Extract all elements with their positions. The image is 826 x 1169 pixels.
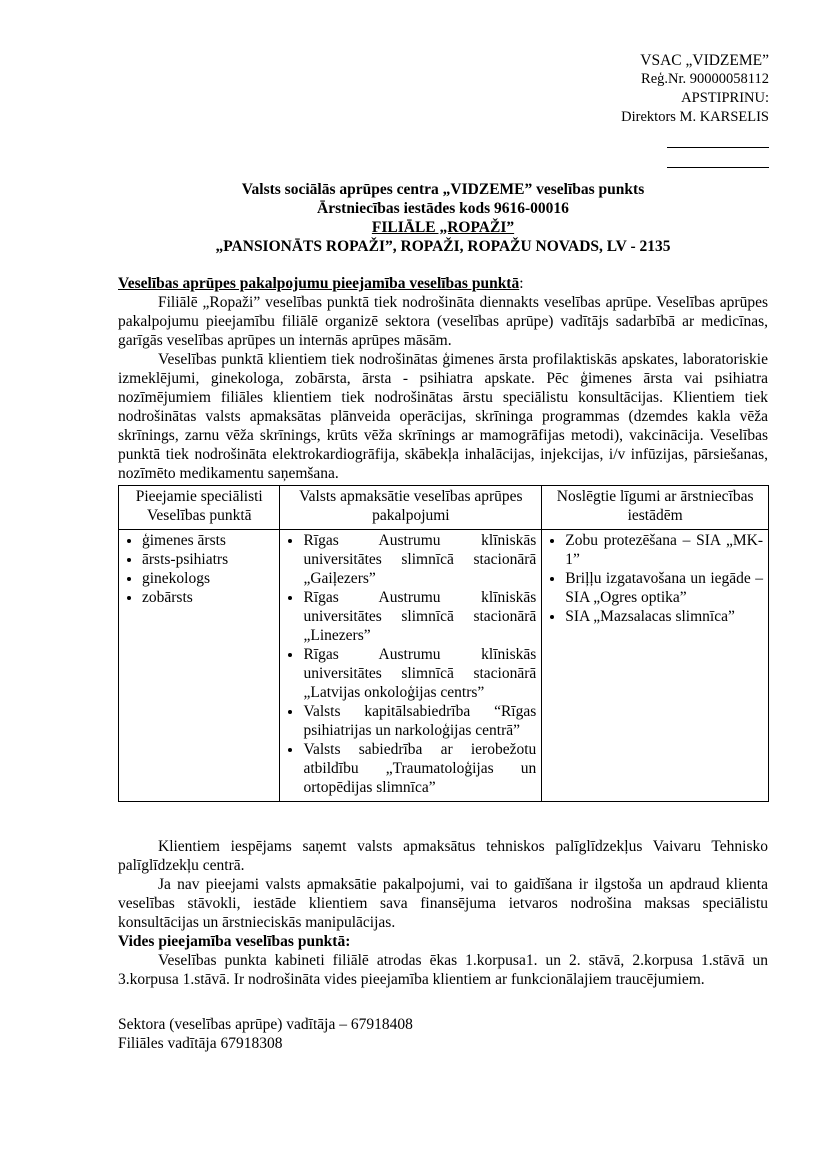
list-item: • Zobu protezēšana – SIA „MK-1” [565, 531, 763, 569]
section-healthcare-availability [118, 274, 768, 483]
list-item: • Rīgas Austrumu klīniskās universitātes slimnīcā stacionārā „Linezers” [303, 588, 536, 645]
list-item: • SIA „Mazsalacas slimnīca” [565, 607, 763, 626]
section-additional-info [118, 837, 768, 989]
paragraph: Veselības punkta kabineti filiālē atrodas ēkas 1.korpusa1. un 2. stāvā, 2.korpusa 1.stāvā un 3.korpusa 1.stāvā. Ir nodrošināta vides pieejamība klientiem ar funkcionālajiem traucējumiem. [118, 952, 768, 988]
approve-label: APSTIPRINU: [681, 90, 769, 106]
document-title [118, 180, 768, 256]
section-heading-colon: : [519, 275, 524, 292]
date-line [667, 148, 769, 168]
paragraph: Ja nav pieejami valsts apmaksātie pakalpojumi, vai to gaidīšana ir ilgstoša un apdraud klienta veselības stāvokli, iestāde klientiem sava finansējuma ietvaros nodrošina maksas speciālistu konsultācijas un ārstnieciskās manipulācijas. [118, 876, 768, 931]
list-item: • Valsts kapitālsabiedrība “Rīgas psihiatrijas un narkoloģijas centrā” [303, 702, 536, 740]
signature-line [667, 127, 769, 148]
specialists-list [124, 531, 274, 607]
paragraph: Veselības punktā klientiem tiek nodrošinātas ģimenes ārsta profilaktiskās apskates, laboratoriskie izmeklējumi, ginekologa, zobārsta, ārsta - psihiatra apskate. Pēc ģimenes ārsta vai psihiatra nozīmējumiem filiāles klientiem tiek nodrošinātas ārstu speciālistu konsultācijas. Klientiem tiek nodrošinātas valsts apmaksātas plānveida operācijas, skrīninga programmas (dzemdes kakla vēža skrīnings, zarnu vēža skrīnings, krūts vēža skrīnings ar mamogrāfijas metodi), vakcinācija. Veselības punktā tiek nodrošināta elektrokardiogrāfija, skābekļa inhalācijas, injekcijas, i/v infūzijas, pārsiešanas, nozīmēto medikamentu saņemšana. [118, 351, 768, 482]
title-line-1: Valsts sociālās aprūpes centra „VIDZEME” veselības punkts [241, 181, 645, 198]
section-heading [118, 274, 768, 293]
paragraph: Filiālē „Ropaži” veselības punktā tiek nodrošināta diennakts veselības aprūpe. Veselības aprūpes pakalpojumu pieejamību filiālē organizē sektora (veselības aprūpe) vadītājs sadarbībā ar medicīnas, garīgās veselības aprūpes un internās aprūpes māsām. [118, 294, 768, 349]
approval-block [509, 51, 769, 168]
table-header: Pieejamie speciālisti Veselības punktā [119, 486, 280, 530]
contracts-cell [542, 530, 769, 802]
list-item: • Rīgas Austrumu klīniskās universitātes slimnīcā stacionārā „Latvijas onkoloģijas centrs” [303, 645, 536, 702]
table-header-row [119, 486, 769, 530]
list-item: • Rīgas Austrumu klīniskās universitātes slimnīcā stacionārā „Gaiļezers” [303, 531, 536, 588]
section-heading: Vides pieejamība veselības punktā: [118, 933, 351, 950]
contact-line: Sektora (veselības aprūpe) vadītāja – 67918408 [118, 1016, 413, 1033]
list-item: • ginekologs [142, 569, 274, 588]
title-line-2: Ārstniecības iestādes kods 9616-00016 [317, 200, 569, 217]
specialists-cell [119, 530, 280, 802]
table-row [119, 530, 769, 802]
list-item: • ģimenes ārsts [142, 531, 274, 550]
section-heading-text: Veselības aprūpes pakalpojumu pieejamība veselības punktā [118, 275, 520, 292]
list-item: • Briļļu izgatavošana un iegāde – SIA „Ogres optika” [565, 569, 763, 607]
services-list [285, 531, 536, 797]
table-header: Valsts apmaksātie veselības aprūpes pakalpojumi [280, 486, 542, 530]
paragraph: Klientiem iespējams saņemt valsts apmaksātus tehniskos palīglīdzekļus Vaivaru Tehnisko palīglīdzekļu centrā. [118, 838, 768, 874]
list-item: • ārsts-psihiatrs [142, 550, 274, 569]
contact-line: Filiāles vadītāja 67918308 [118, 1035, 283, 1052]
director-name: Direktors M. KARSELIS [621, 109, 769, 125]
table-header: Noslēgtie līgumi ar ārstniecības iestādēm [542, 486, 769, 530]
title-line-4: „PANSIONĀTS ROPAŽI”, ROPAŽI, ROPAŽU NOVADS, LV - 2135 [215, 238, 671, 255]
title-line-3: FILIĀLE „ROPAŽI” [371, 219, 515, 236]
services-table [118, 485, 769, 802]
contacts-block [118, 1015, 768, 1053]
list-item: • zobārsts [142, 588, 274, 607]
contracts-list [547, 531, 763, 626]
registration-number: Reģ.Nr. 90000058112 [641, 71, 769, 87]
org-name: VSAC „VIDZEME” [640, 52, 769, 69]
services-cell [280, 530, 542, 802]
list-item: • Valsts sabiedrība ar ierobežotu atbildību „Traumatoloģijas un ortopēdijas slimnīca” [303, 740, 536, 797]
